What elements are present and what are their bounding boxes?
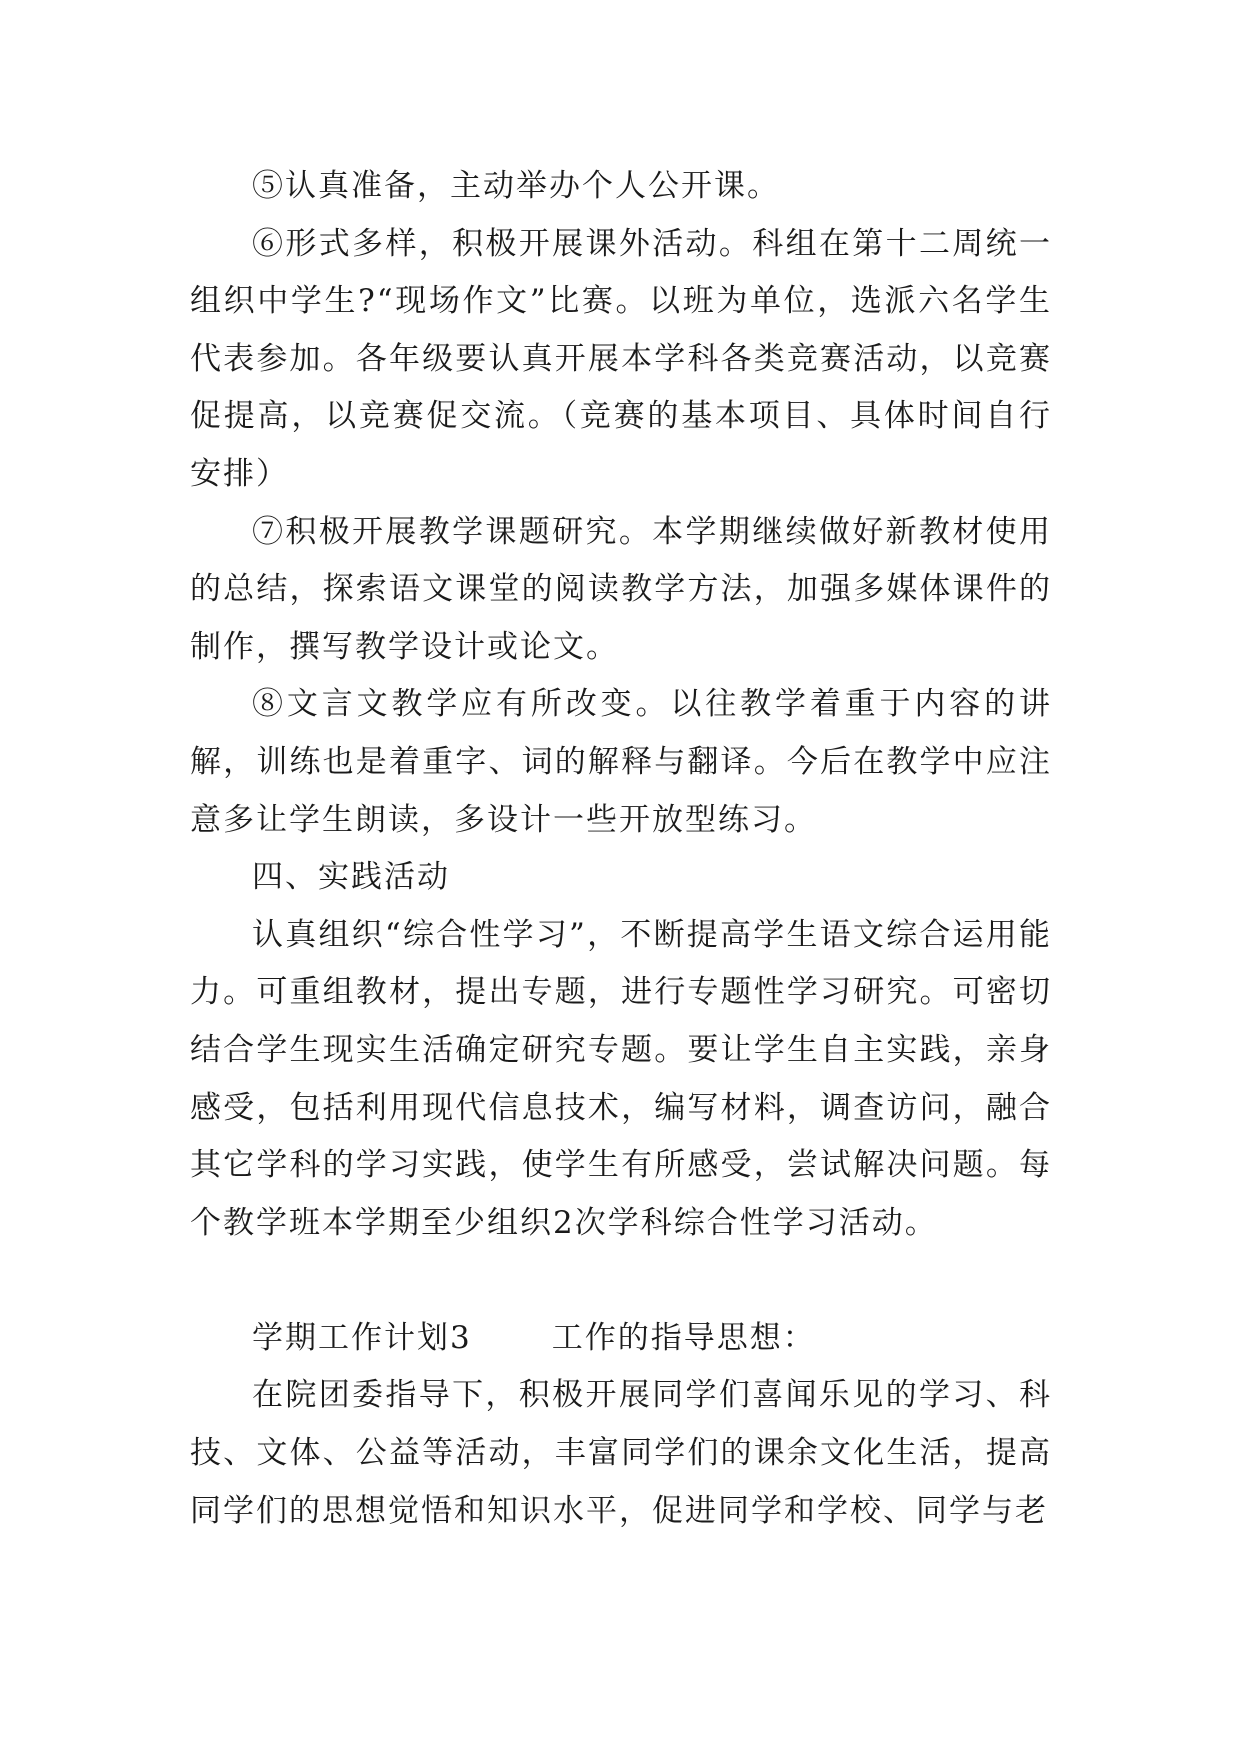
document-page [190, 158, 1052, 1540]
section-heading-practice: 四、实践活动 [252, 859, 450, 896]
section-spacer [190, 1252, 1052, 1310]
paragraph-practice: 认真组织“综合性学习”，不断提高学生语文综合运用能力。可重组教材，提出专题，进行专题性学习研究。可密切结合学生现实生活确定研究专题。要让学生自主实践，亲身感受，包括利用现代信息技术，编写材料，调查访问，融合其它学科的学习实践，使学生有所感受，尝试解决问题。每个教学班本学期至少组织2次学科综合性学习活动。 [190, 916, 1052, 1241]
section3-subtitle: 工作的指导思想： [551, 1319, 816, 1356]
paragraph-item-7: ⑦积极开展教学课题研究。本学期继续做好新教材使用的总结，探索语文课堂的阅读教学方法，加强多媒体课件的制作，撰写教学设计或论文。 [190, 513, 1052, 665]
section3-title-line [190, 1310, 1052, 1368]
section3-paragraph: 在院团委指导下，积极开展同学们喜闻乐见的学习、科技、文体、公益等活动，丰富同学们的课余文化生活，提高同学们的思想觉悟和知识水平，促进同学和学校、同学与老 [190, 1377, 1052, 1529]
paragraph-item-6: ⑥形式多样，积极开展课外活动。科组在第十二周统一组织中学生?“现场作文”比赛。以班为单位，选派六名学生代表参加。各年级要认真开展本学科各类竞赛活动，以竞赛促提高，以竞赛促交流。（竞赛的基本项目、具体时间自行安排） [190, 225, 1052, 492]
paragraph-item-5: ⑤认真准备，主动举办个人公开课。 [252, 168, 780, 204]
paragraph-item-8: ⑧文言文教学应有所改变。以往教学着重于内容的讲解，训练也是着重字、词的解释与翻译。今后在教学中应注意多让学生朗读，多设计一些开放型练习。 [190, 686, 1052, 838]
section3-title: 学期工作计划3 [252, 1319, 472, 1356]
